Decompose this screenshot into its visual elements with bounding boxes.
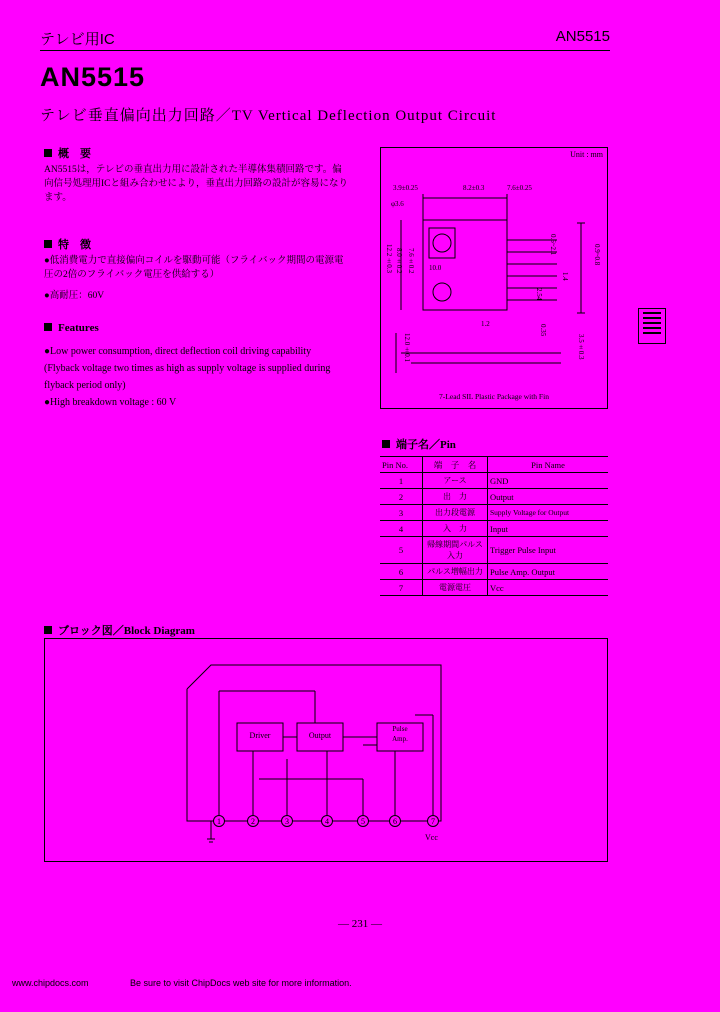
vcc-label: Vcc (425, 833, 438, 842)
dim-r3: 1.4 (561, 272, 569, 281)
table-row (380, 580, 608, 596)
pin-circle-4: 4 (321, 815, 333, 827)
package-caption: 7-Lead SIL Plastic Package with Fin (439, 392, 549, 401)
pin-name: Supply Voltage for Output (488, 505, 609, 521)
col-pin-name: Pin Name (488, 457, 609, 473)
dim-r4: 0.9~0.8 (593, 244, 601, 266)
pin-circle-6: 6 (389, 815, 401, 827)
pin-name: GND (488, 473, 609, 489)
pin-circle-5: 5 (357, 815, 369, 827)
output-block: Output (308, 731, 332, 740)
square-bullet-icon (44, 149, 52, 157)
package-unit: Unit : mm (570, 150, 603, 159)
pin-circle-3: 3 (281, 815, 293, 827)
features-jp-heading: 特 徴 (44, 236, 91, 252)
pin-table-header (380, 457, 608, 473)
table-row (380, 505, 608, 521)
pin-jp: 出力段電源 (423, 505, 488, 521)
pin-jp: パルス増幅出力 (423, 564, 488, 580)
header-part-ref: AN5515 (555, 28, 610, 45)
pin-no: 5 (380, 537, 423, 564)
table-row (380, 537, 608, 564)
block-diagram (44, 638, 608, 862)
dim-h1: 12.2±0.3 (385, 244, 393, 273)
document-title: テレビ垂直偏向出力回路／TV Vertical Deflection Output Circuit (40, 108, 497, 124)
dim-h2: 8.0±0.2 (395, 248, 403, 274)
side-index-tab (638, 308, 666, 344)
pin-no: 1 (380, 473, 423, 489)
dim-h4: 12.0±0.1 (403, 333, 411, 362)
pin-circle-1: 1 (213, 815, 225, 827)
dim-top3: 7.6±0.25 (507, 184, 532, 192)
features-en-heading: Features (44, 322, 99, 334)
driver-block: Driver (249, 731, 271, 740)
pin-no: 4 (380, 521, 423, 537)
pin-name: Output (488, 489, 609, 505)
pin-no: 6 (380, 564, 423, 580)
package-drawing (380, 147, 608, 409)
pin-name: Pulse Amp. Output (488, 564, 609, 580)
block-diagram-heading: ブロック図／Block Diagram (44, 622, 195, 638)
col-pin-no: Pin No. (380, 457, 423, 473)
dim-hole: φ3.6 (391, 200, 404, 208)
part-number: AN5515 (40, 62, 146, 92)
pin-circle-7: 7 (427, 815, 439, 827)
dim-w1: 10.0 (429, 264, 442, 272)
pin-name: Input (488, 521, 609, 537)
header-rule (40, 50, 610, 51)
table-row (380, 564, 608, 580)
block-diagram-svg (45, 639, 607, 861)
dim-top2: 8.2±0.3 (463, 184, 485, 192)
square-bullet-icon (44, 323, 52, 331)
features-jp-item-2: ●高耐圧：60V (44, 291, 105, 301)
page-number: — 231 — (338, 918, 382, 930)
pin-name: Trigger Pulse Input (488, 537, 609, 564)
table-row (380, 521, 608, 537)
overview-text: AN5515は，テレビの垂直出力用に設計された半導体集積回路です。偏向信号処理用ICと組み合わせにより，垂直出力回路の設計が容易になります。 (44, 165, 349, 203)
dim-l1: 1.2 (481, 320, 490, 328)
square-bullet-icon (44, 240, 52, 248)
header-category: テレビ用IC (40, 31, 115, 48)
dim-r5: 0.35 (539, 324, 547, 337)
pulse-block-line2: Amp. (392, 735, 408, 743)
square-bullet-icon (382, 440, 390, 448)
pin-jp: 入 力 (423, 521, 488, 537)
col-pin-jp: 端 子 名 (423, 457, 488, 473)
dim-r6: 3.5±0.3 (577, 334, 585, 360)
features-en-item-2: ●High breakdown voltage : 60 V (44, 397, 177, 408)
pulse-block-line1: Pulse (392, 725, 408, 733)
pin-circle-2: 2 (247, 815, 259, 827)
pin-table (380, 456, 608, 596)
square-bullet-icon (44, 626, 52, 634)
footer-note: Be sure to visit ChipDocs web site for more information. (130, 978, 352, 988)
footer-site: www.chipdocs.com (12, 978, 89, 988)
pin-heading: 端子名／Pin (382, 436, 456, 452)
table-row (380, 473, 608, 489)
pin-no: 7 (380, 580, 423, 596)
pin-jp: 帰線期間パルス入力 (423, 537, 488, 564)
dim-top1: 3.9±0.25 (393, 184, 418, 192)
table-row (380, 489, 608, 505)
pin-jp: 出 力 (423, 489, 488, 505)
dim-r2: 2.54 (535, 288, 543, 301)
pin-jp: アース (423, 473, 488, 489)
dim-h3: 7.6±0.2 (407, 248, 415, 274)
overview-heading: 概 要 (44, 145, 91, 161)
features-en-item-1: ●Low power consumption, direct deflection coil driving capability (Flyback voltage two times as high as supply voltage is supplied during flyback period only) (44, 346, 331, 391)
pin-jp: 電源電圧 (423, 580, 488, 596)
pin-name: Vcc (488, 580, 609, 596)
pin-no: 2 (380, 489, 423, 505)
features-jp-item-1: ●低消費電力で直接偏向コイルを駆動可能（フライバック期間の電源電圧の2倍のフライバック電圧を供給する） (44, 256, 344, 280)
pin-no: 3 (380, 505, 423, 521)
dim-r1: 0.6~2.1 (549, 234, 557, 256)
